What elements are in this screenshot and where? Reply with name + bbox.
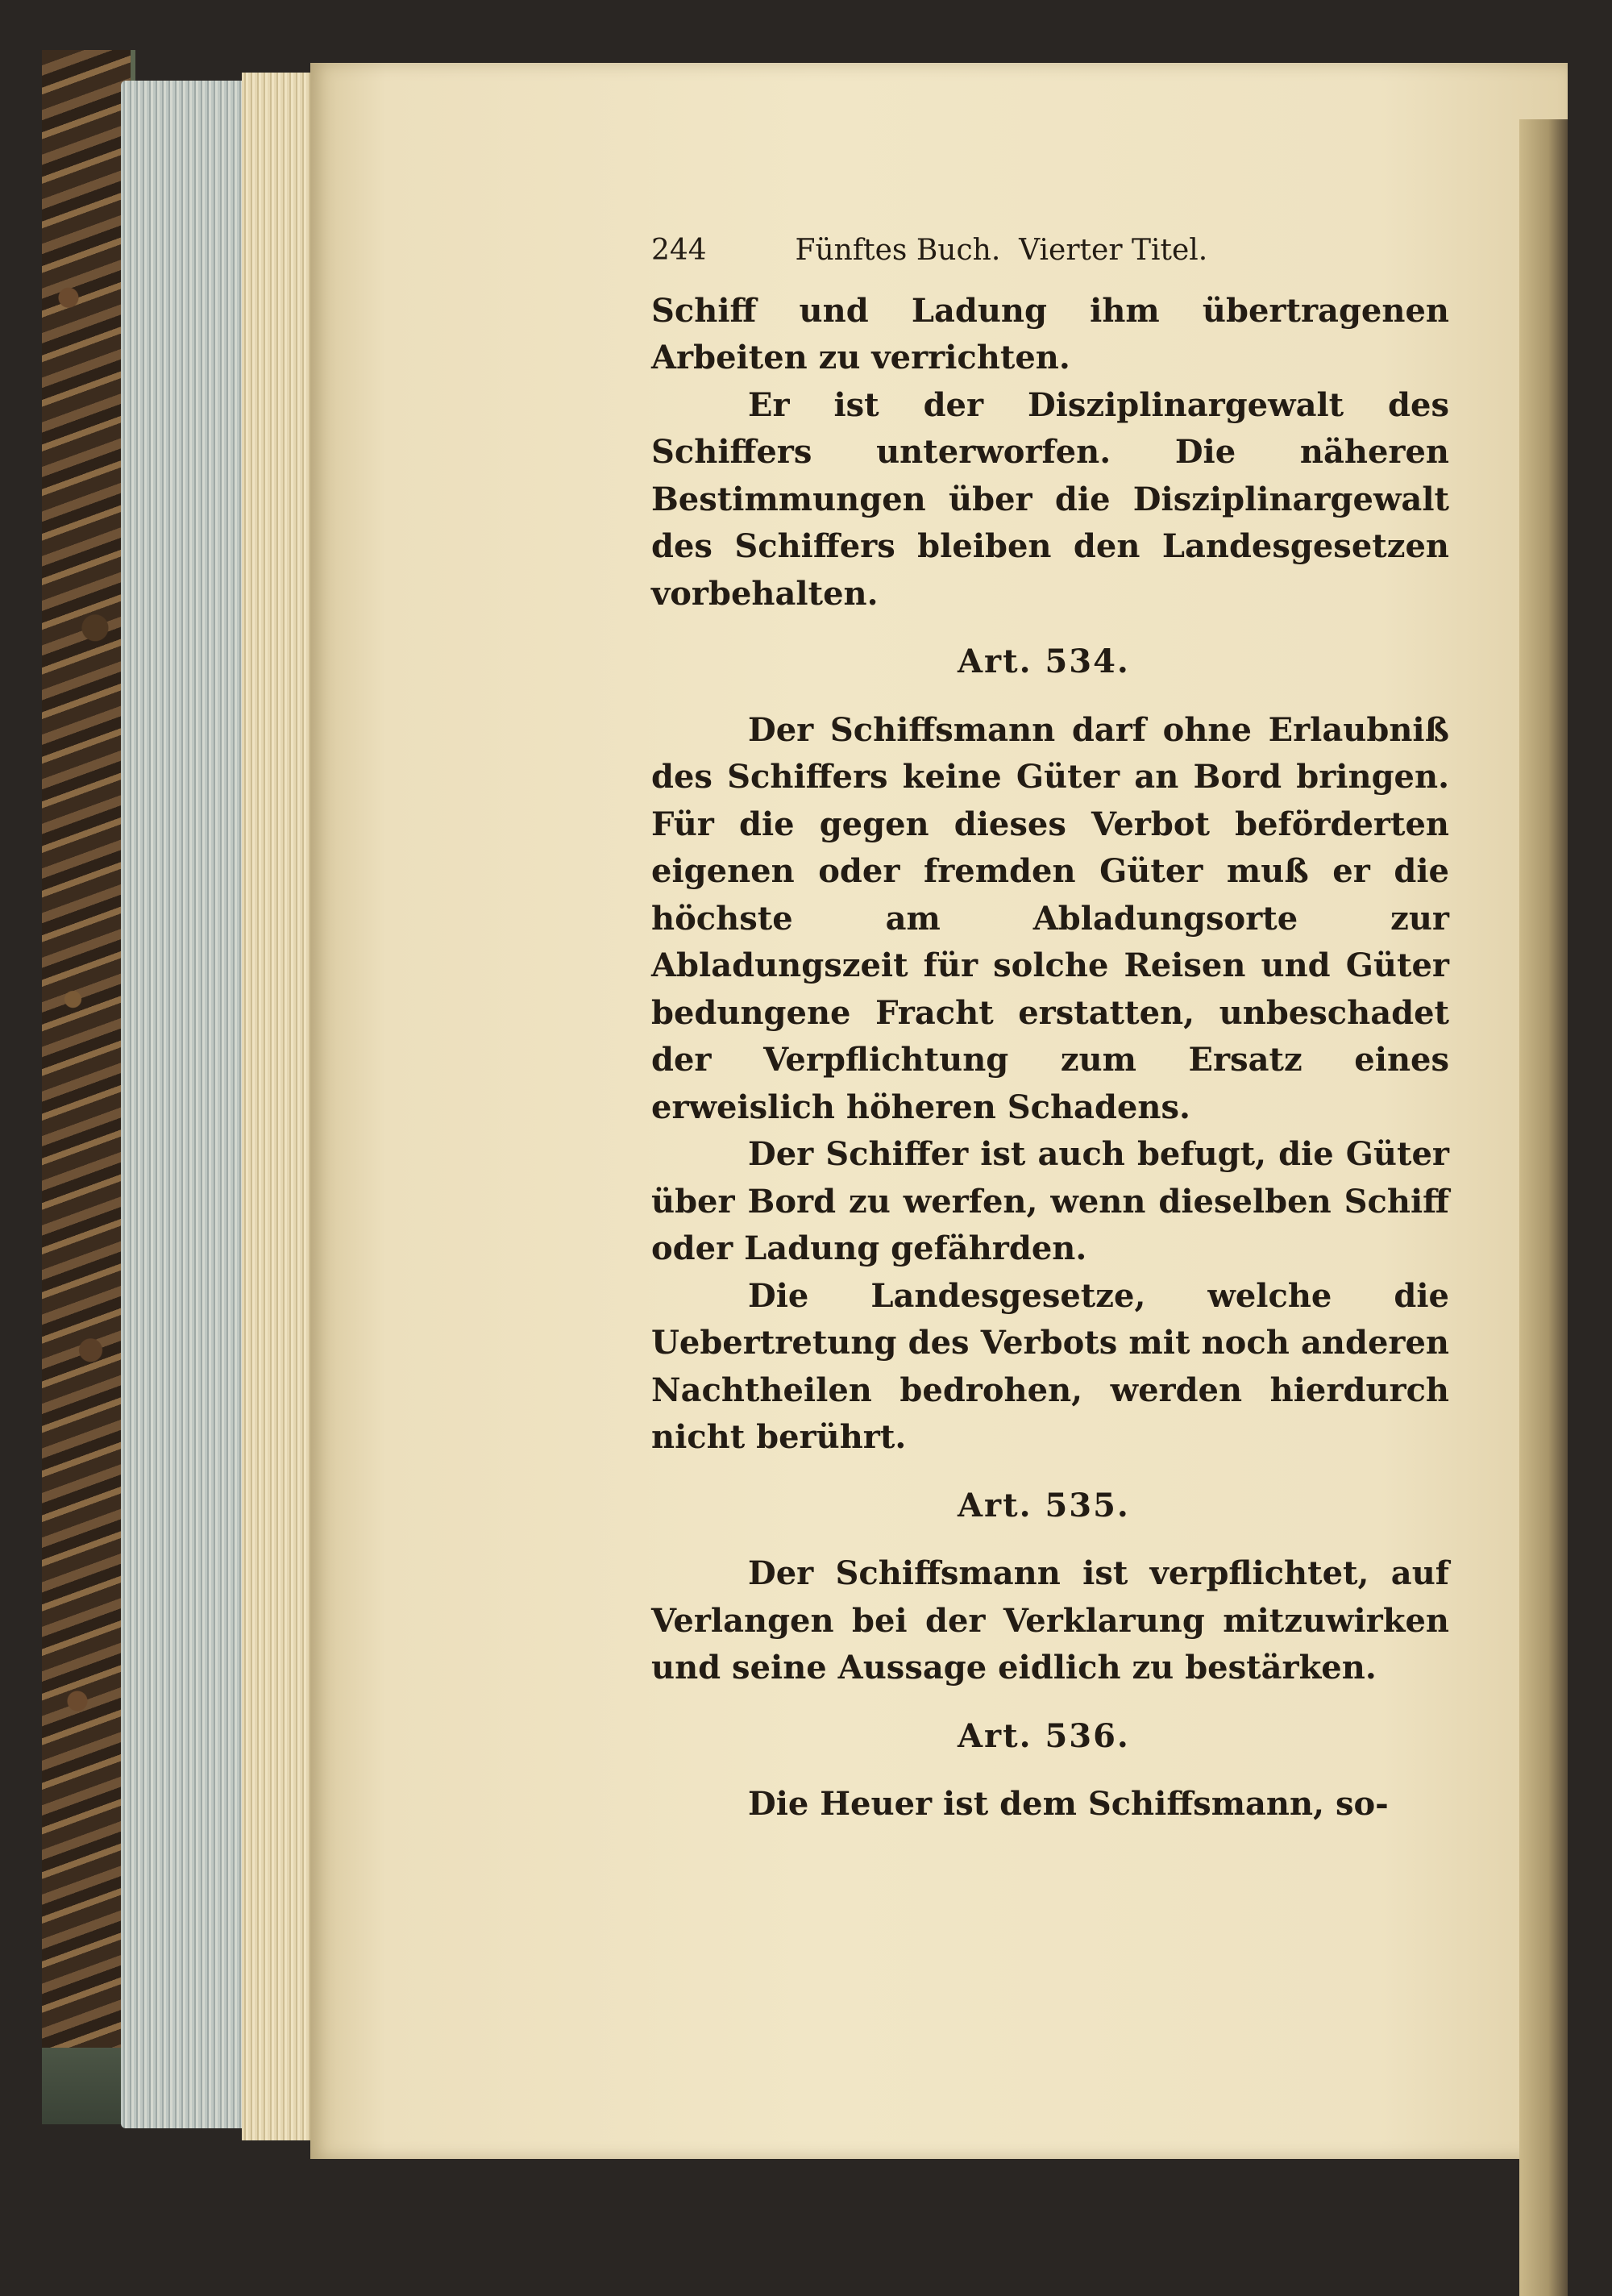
article-536-paragraph-1: Die Heuer ist dem Schiffsmann, so- [748,1785,1389,1823]
article-534-heading: Art. 534. [958,643,1130,680]
page-gutter [1519,119,1568,2296]
page-number: 244 [651,234,707,267]
paragraph-continued: Schiff und Ladung ihm übertragenen Arbeiten zu verrichten. [651,291,1449,376]
article-534-paragraph-3: Die Landesgesetze, welche die Uebertretung des Verbots mit noch anderen Nachtheilen bedrohen, werden hierdurch nicht berührt. [651,1276,1449,1456]
article-535-paragraph-1: Der Schiffsmann ist verpflichtet, auf Verlangen bei der Verklarung mitzuwirken und seine Aussage eidlich zu bestärken. [651,1554,1449,1687]
running-title: Fünftes Buch. Vierter Titel. [795,234,1208,267]
article-535-heading: Art. 535. [958,1486,1130,1524]
article-534-paragraph-2: Der Schiffer ist auch befugt, die Güter über Bord zu werfen, wenn dieselben Schiff oder Ladung gefährden. [651,1135,1449,1267]
article-534-paragraph-1: Der Schiffsmann darf ohne Erlaubniß des Schiffers keine Güter an Bord bringen. Für die gegen dieses Verbot beförderten eigenen oder fremden Güter muß er die höchste am Abladungsorte zur Abladungszeit für solche Reisen und Güter bedungene Fracht erstatten, unbeschadet der Verpflichtung zum Ersatz eines erweislich höheren Schadens. [651,710,1449,1126]
page-text [651,227,1449,1828]
article-536-heading: Art. 536. [958,1716,1130,1755]
cover-spine-band [42,2048,131,2124]
running-head [651,227,1296,275]
paragraph-discipline: Er ist der Disziplinargewalt des Schiffers unterworfen. Die näheren Bestimmungen über die Disziplinargewalt des Schiffers bleiben den Landesgesetzen vorbehalten. [651,385,1449,613]
